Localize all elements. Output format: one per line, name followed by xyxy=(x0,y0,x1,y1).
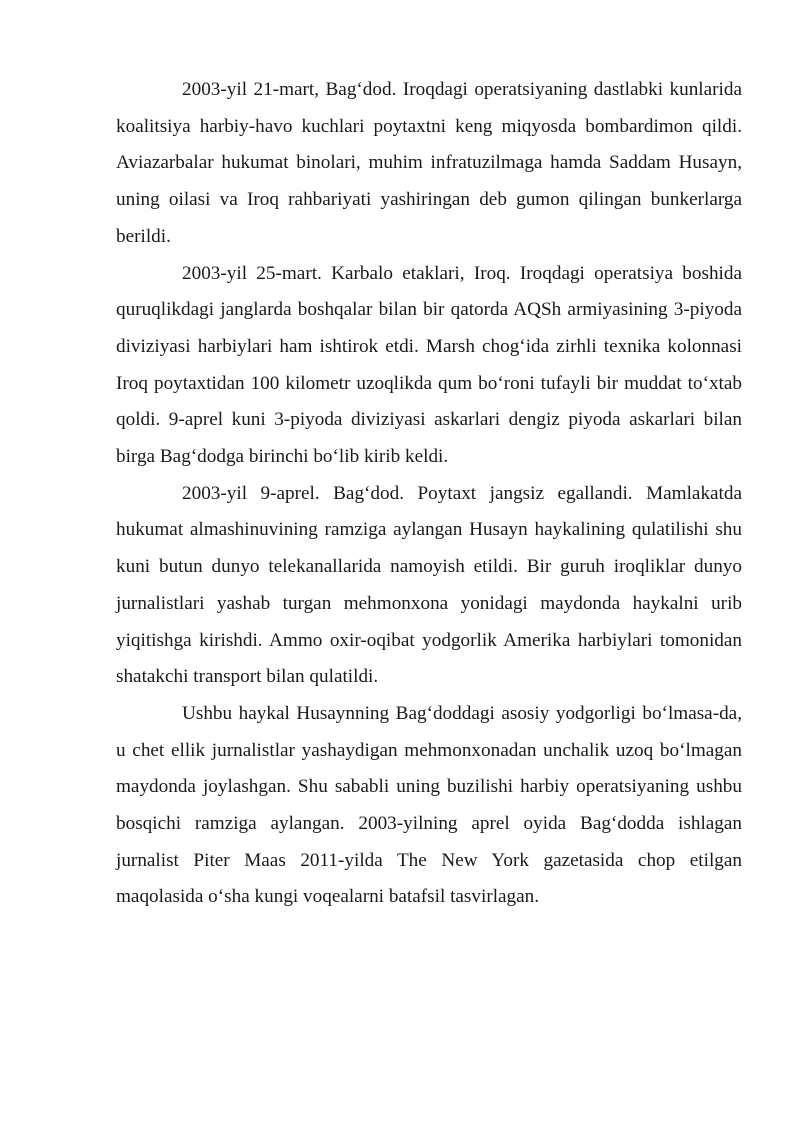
paragraph-statue: Ushbu haykal Husaynning Bag‘doddagi asosiy yodgorligi bo‘lmasa-da, u chet ellik jurnalistlar yashaydigan mehmonxonadan unchalik uzoq bo‘lmagan maydonda joylashgan. Shu sababli uning buzilishi harbiy operatsiyaning ushbu bosqichi ramziga aylangan. 2003-yilning aprel oyida Bag‘dodda ishlagan jurnalist Piter Maas 2011-yilda The New York gazetasida chop etilgan maqolasida o‘sha kungi voqealarni batafsil tasvirlagan. xyxy=(116,702,742,908)
paragraph-baghdad-taken: 2003-yil 9-aprel. Bag‘dod. Poytaxt jangsiz egallandi. Mamlakatda hukumat almashinuvining ramziga aylangan Husayn haykalining qulatilishi shu kuni butun dunyo telekanallarida namoyish etildi. Bir guruh iroqliklar dunyo jurnalistlari yashab turgan mehmonxona yonidagi maydonda haykalni urib yiqitishga kirishdi. Ammo oxir-oqibat yodgorlik Amerika harbiylari tomonidan shatakchi transport bilan qulatildi. xyxy=(116,482,742,688)
document-page xyxy=(116,72,742,916)
paragraph-bombing-baghdad: 2003-yil 21-mart, Bag‘dod. Iroqdagi operatsiyaning dastlabki kunlarida koalitsiya harbiy-havo kuchlari poytaxtni keng miqyosda bombardimon qildi. Aviazarbalar hukumat binolari, muhim infratuzilmaga hamda Saddam Husayn, uning oilasi va Iroq rahbariyati yashiringan deb gumon qilingan bunkerlarga berildi. xyxy=(116,79,742,247)
paragraph-karbala: 2003-yil 25-mart. Karbalo etaklari, Iroq. Iroqdagi operatsiya boshida quruqlikdagi janglarda boshqalar bilan bir qatorda AQSh armiyasining 3-piyoda diviziyasi harbiylari ham ishtirok etdi. Marsh chog‘ida zirhli texnika kolonnasi Iroq poytaxtidan 100 kilometr uzoqlikda qum bo‘roni tufayli bir muddat to‘xtab qoldi. 9-aprel kuni 3-piyoda diviziyasi askarlari dengiz piyoda askarlari bilan birga Bag‘dodga birinchi bo‘lib kirib keldi. xyxy=(116,262,742,468)
